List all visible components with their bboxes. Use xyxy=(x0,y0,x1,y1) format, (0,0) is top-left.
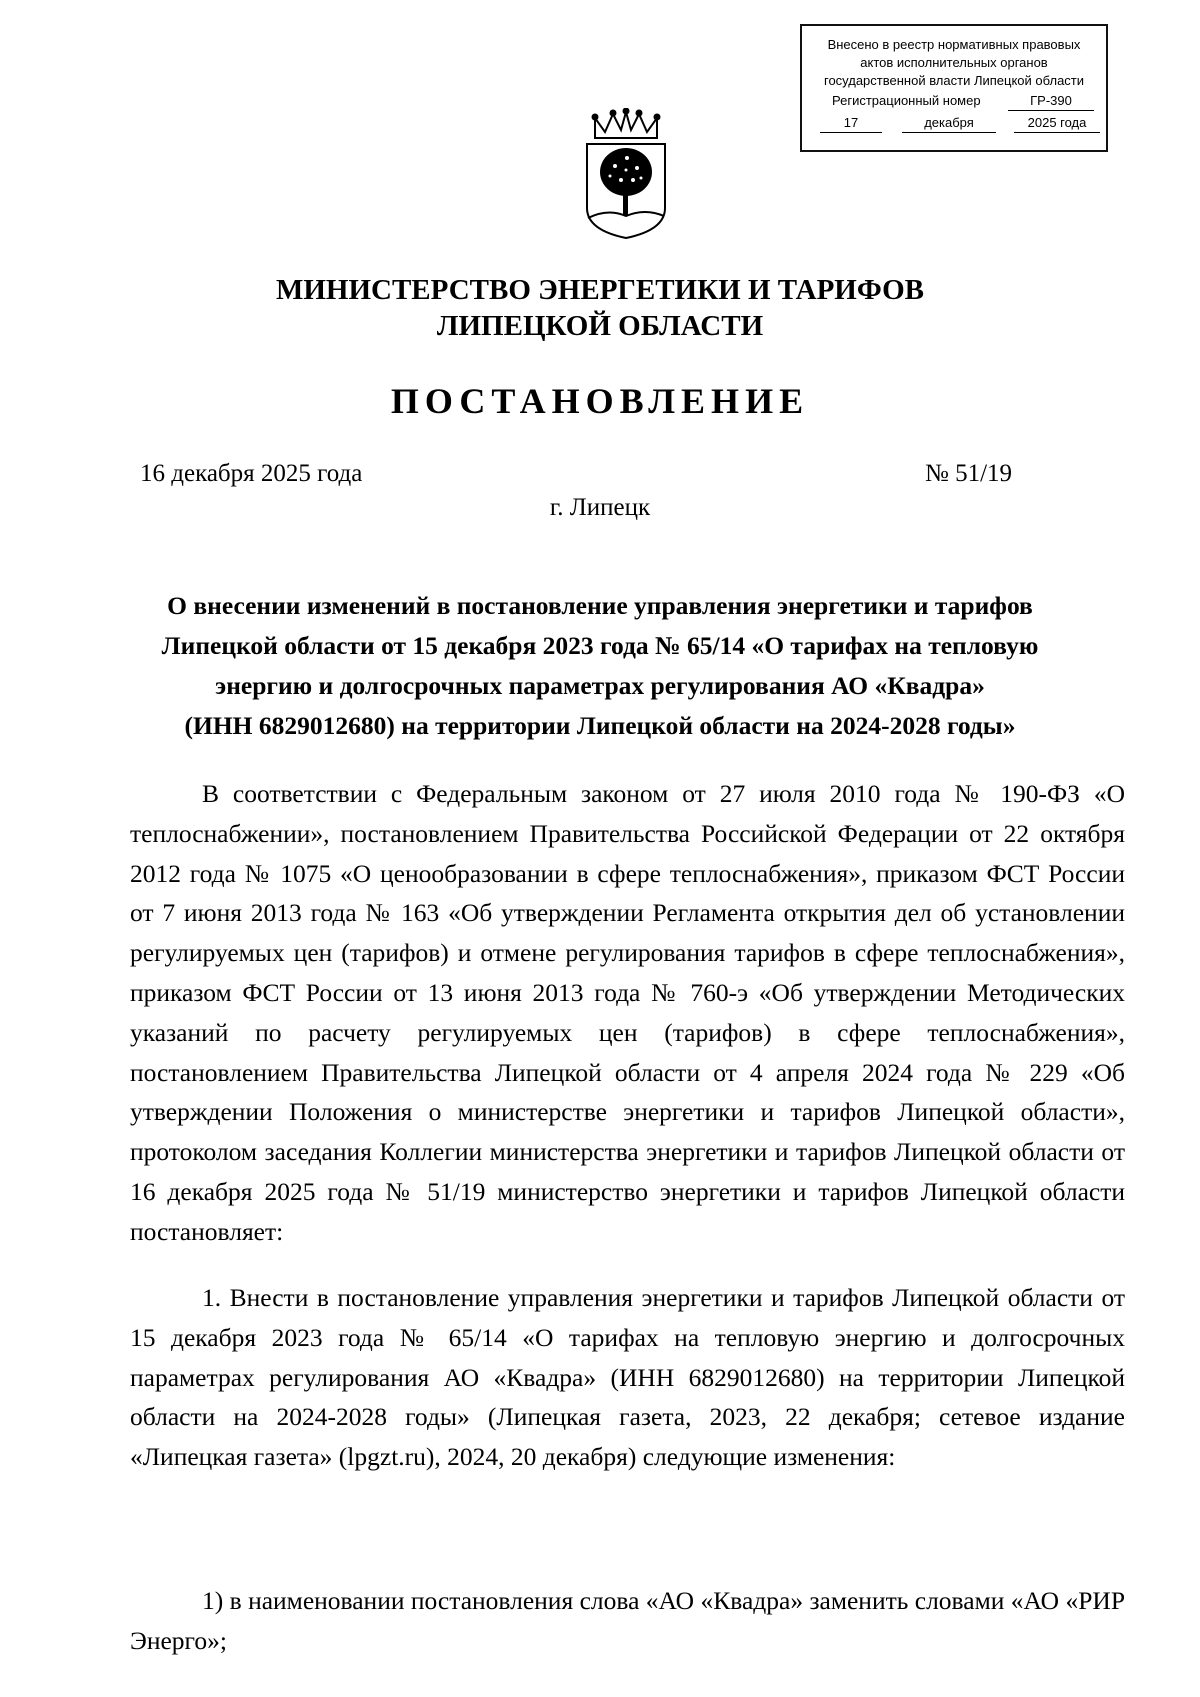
stamp-line-3: государственной власти Липецкой области xyxy=(823,73,1085,88)
body-paragraph-subitem-1: 1) в наименовании постановления слова «АО «Квадра» заменить словами «АО «РИР Энерго»; xyxy=(130,1586,1125,1655)
stamp-day: 17 xyxy=(820,114,882,133)
title-line-3: энергию и долгосрочных параметрах регулирования АО «Квадра» xyxy=(215,671,985,700)
document-type: ПОСТАНОВЛЕНИЕ xyxy=(390,381,810,421)
stamp-year: 2025 года xyxy=(1014,114,1100,133)
document-date: 16 декабря 2025 года xyxy=(140,460,363,487)
stamp-date-row xyxy=(802,112,1106,134)
stamp-line-1: Внесено в реестр нормативных правовых xyxy=(827,37,1081,52)
registry-stamp xyxy=(800,24,1108,152)
ministry-name xyxy=(0,272,1200,344)
stamp-reg-row xyxy=(802,90,1106,112)
document-city: г. Липецк xyxy=(549,494,651,521)
coat-of-arms-icon xyxy=(583,108,669,240)
title-line-2: Липецкой области от 15 декабря 2023 года № 65/14 «О тарифах на тепловую xyxy=(161,631,1039,660)
title-line-1: О внесении изменений в постановление управления энергетики и тарифов xyxy=(167,591,1033,620)
stamp-line-2: актов исполнительных органов xyxy=(860,55,1048,70)
stamp-reg-label: Регистрационный номер xyxy=(832,93,981,108)
stamp-month: декабря xyxy=(902,114,996,133)
title-line-4: (ИНН 6829012680) на территории Липецкой области на 2024-2028 годы» xyxy=(184,711,1016,740)
document-number: № 51/19 xyxy=(925,460,1013,487)
body-paragraph-preamble: В соответствии с Федеральным законом от 27 июля 2010 года № 190-ФЗ «О теплоснабжении», постановлением Правительства Российской Федерации от 22 октября 2012 года № 1075 «О ценообразовании в сфере теплоснабжения», приказом ФСТ России от 7 июня 2013 года № 163 «Об утверждении Регламента открытия дел об установлении регулируемых цен (тарифов) и отмене регулирования тарифов в сфере теплоснабжения», приказом ФСТ России от 13 июня 2013 года № 760-э «Об утверждении Методических указаний по расчету регулируемых цен (тарифов) в сфере теплоснабжения», постановлением Правительства Липецкой области от 4 апреля 2024 года № 229 «Об утверждении Положения о министерстве энергетики и тарифов Липецкой области», протоколом заседания Коллегии министерства энергетики и тарифов Липецкой области от 16 декабря 2025 года № 51/19 министерство энергетики и тарифов Липецкой области постановляет: xyxy=(130,779,1125,1246)
document-title xyxy=(0,586,1200,746)
ministry-line-1: МИНИСТЕРСТВО ЭНЕРГЕТИКИ И ТАРИФОВ xyxy=(275,274,925,306)
ministry-line-2: ЛИПЕЦКОЙ ОБЛАСТИ xyxy=(436,310,764,342)
stamp-reg-number: ГР-390 xyxy=(1008,92,1094,111)
body-paragraph-item-1: 1. Внести в постановление управления энергетики и тарифов Липецкой области от 15 декабря 2023 года № 65/14 «О тарифах на тепловую энергию и долгосрочных параметрах регулирования АО «Квадра» (ИНН 6829012680) на территории Липецкой области на 2024-2028 годы» (Липецкая газета, 2023, 22 декабря; сетевое издание «Липецкая газета» (lpgzt.ru), 2024, 20 декабря) следующие изменения: xyxy=(130,1283,1125,1472)
